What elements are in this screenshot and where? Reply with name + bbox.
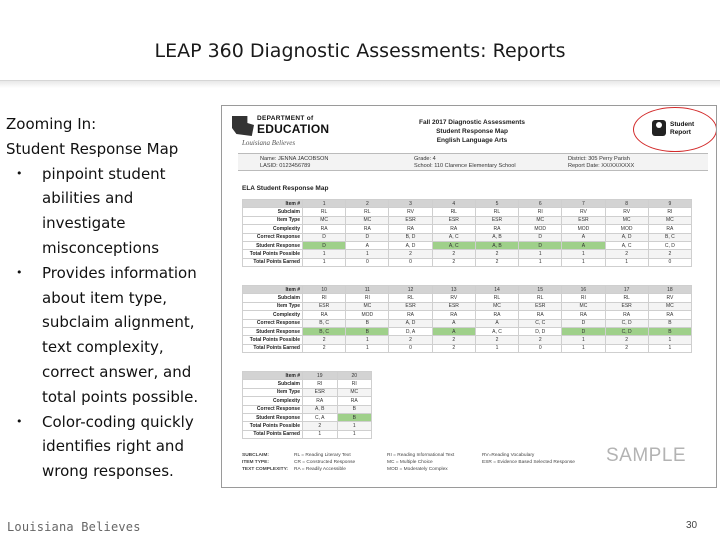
- table-cell: 1: [303, 430, 338, 438]
- table-cell: ESR: [432, 302, 475, 310]
- table-cell: 1: [605, 258, 648, 266]
- student-response-map-report: [221, 105, 717, 488]
- table-cell: MC: [346, 302, 389, 310]
- report-legend: [242, 452, 602, 473]
- table-cell: 15: [519, 286, 562, 294]
- row-label: Subclaim: [243, 208, 303, 216]
- table-cell: A: [475, 319, 518, 327]
- table-cell: A: [432, 327, 475, 335]
- table-cell: D: [562, 327, 605, 335]
- report-date: Report Date: XX/XX/XXXX: [568, 163, 635, 169]
- bullet-list: [6, 162, 211, 484]
- student-name: Name: JENNA JACOBSON: [260, 156, 329, 162]
- table-cell: RL: [303, 208, 346, 216]
- highlight-circle: [633, 107, 717, 152]
- table-cell: 10: [303, 286, 346, 294]
- table-cell: MC: [562, 302, 605, 310]
- table-cell: 2: [389, 336, 432, 344]
- table-row: [243, 225, 692, 233]
- table-cell: C, A: [303, 413, 338, 421]
- table-cell: 5: [475, 200, 518, 208]
- table-row: [243, 311, 692, 319]
- table-cell: 7: [562, 200, 605, 208]
- table-cell: 6: [519, 200, 562, 208]
- table-cell: 0: [648, 258, 691, 266]
- table-cell: 18: [648, 286, 691, 294]
- table-cell: RA: [648, 225, 691, 233]
- table-cell: ESR: [389, 216, 432, 224]
- row-label: Total Points Earned: [243, 430, 303, 438]
- bullet-line: pinpoint student: [42, 164, 166, 183]
- table-cell: RI: [303, 294, 346, 302]
- table-row: [243, 327, 692, 335]
- table-cell: 2: [605, 336, 648, 344]
- legend-value: RL = Reading Literary Text: [294, 453, 351, 458]
- table-cell: 17: [605, 286, 648, 294]
- bullet-icon: •: [16, 414, 23, 428]
- table-cell: RA: [303, 397, 338, 405]
- student-school: School: 110 Clarence Elementary School: [414, 163, 516, 169]
- table-cell: 0: [519, 344, 562, 352]
- table-cell: RL: [346, 208, 389, 216]
- table-cell: B: [648, 327, 691, 335]
- table-cell: D, A: [389, 327, 432, 335]
- table-cell: 0: [389, 344, 432, 352]
- table-cell: MC: [346, 216, 389, 224]
- table-cell: A, D: [605, 233, 648, 241]
- table-row: [243, 286, 692, 294]
- table-row: [243, 216, 692, 224]
- table-cell: MOD: [346, 311, 389, 319]
- table-cell: RA: [303, 225, 346, 233]
- table-cell: RV: [605, 208, 648, 216]
- row-label: Complexity: [243, 397, 303, 405]
- table-row: [243, 430, 372, 438]
- heading-line-2: Student Response Map: [6, 139, 179, 158]
- table-cell: B, C: [303, 319, 346, 327]
- table-cell: 1: [519, 250, 562, 258]
- table-cell: C, C: [519, 319, 562, 327]
- table-cell: RA: [519, 311, 562, 319]
- table-cell: RV: [432, 294, 475, 302]
- table-cell: RI: [303, 380, 338, 388]
- legend-key: ITEM TYPE:: [242, 460, 269, 465]
- table-cell: 1: [346, 250, 389, 258]
- description-text: [6, 112, 211, 484]
- table-cell: RI: [337, 380, 372, 388]
- report-header-line: Student Response Map: [436, 128, 508, 135]
- table-row: [243, 344, 692, 352]
- table-cell: 11: [346, 286, 389, 294]
- bullet-line: misconceptions: [42, 238, 160, 257]
- table-row: [243, 388, 372, 396]
- table-cell: ESR: [562, 216, 605, 224]
- logo-text-1: DEPARTMENT of: [257, 115, 314, 122]
- table-row: [243, 397, 372, 405]
- legend-value: MOD = Moderately Complex: [387, 467, 448, 472]
- table-cell: MC: [648, 216, 691, 224]
- table-cell: ESR: [303, 302, 346, 310]
- legend-value: ESR = Evidence Based Selected Response: [482, 460, 575, 465]
- table-cell: A, D: [389, 241, 432, 249]
- table-cell: A, C: [432, 241, 475, 249]
- row-label: Student Response: [243, 413, 303, 421]
- table-cell: 2: [432, 344, 475, 352]
- report-header: [372, 118, 572, 145]
- table-cell: MC: [303, 216, 346, 224]
- bullet-line: Provides information: [42, 263, 197, 282]
- table-cell: A: [432, 319, 475, 327]
- legend-value: CR = Constructed Response: [294, 460, 356, 465]
- table-cell: RA: [432, 311, 475, 319]
- row-label: Student Response: [243, 241, 303, 249]
- row-label: Total Points Earned: [243, 344, 303, 352]
- bullet-item: [6, 162, 211, 261]
- sample-watermark: SAMPLE: [606, 445, 687, 466]
- table-cell: 1: [303, 200, 346, 208]
- table-cell: 1: [303, 250, 346, 258]
- table-row: [243, 302, 692, 310]
- table-cell: RA: [346, 225, 389, 233]
- badge-line: Report: [670, 129, 691, 136]
- louisiana-state-icon: [232, 116, 254, 136]
- table-cell: MC: [648, 302, 691, 310]
- table-cell: A, C: [475, 327, 518, 335]
- slide-title: LEAP 360 Diagnostic Assessments: Reports: [154, 40, 566, 62]
- table-cell: 2: [346, 200, 389, 208]
- row-label: Student Response: [243, 327, 303, 335]
- row-label: Item Type: [243, 388, 303, 396]
- table-cell: RA: [337, 397, 372, 405]
- table-cell: 1: [562, 258, 605, 266]
- table-cell: 3: [389, 200, 432, 208]
- row-label: Item Type: [243, 302, 303, 310]
- table-cell: 2: [389, 250, 432, 258]
- table-cell: A: [562, 241, 605, 249]
- table-cell: C, D: [648, 241, 691, 249]
- department-logo: [232, 114, 330, 148]
- table-cell: RL: [605, 294, 648, 302]
- table-cell: RA: [389, 311, 432, 319]
- table-cell: RL: [475, 208, 518, 216]
- row-label: Item #: [243, 372, 303, 380]
- table-cell: B: [346, 327, 389, 335]
- legend-value: MC = Multiple Choice: [387, 460, 433, 465]
- table-cell: RA: [648, 311, 691, 319]
- table-cell: D, D: [519, 327, 562, 335]
- table-row: [243, 380, 372, 388]
- table-cell: B, C: [648, 233, 691, 241]
- table-cell: 2: [648, 250, 691, 258]
- row-label: Total Points Possible: [243, 250, 303, 258]
- table-cell: D: [519, 241, 562, 249]
- table-cell: D: [519, 233, 562, 241]
- table-cell: RI: [519, 208, 562, 216]
- bullet-line: wrong responses.: [42, 462, 174, 481]
- table-cell: 4: [432, 200, 475, 208]
- table-cell: MC: [475, 302, 518, 310]
- table-cell: C, D: [605, 327, 648, 335]
- report-header-line: Fall 2017 Diagnostic Assessments: [419, 119, 525, 126]
- table-cell: ESR: [303, 388, 338, 396]
- table-cell: ESR: [605, 302, 648, 310]
- table-row: [243, 200, 692, 208]
- table-cell: B: [648, 319, 691, 327]
- table-row: [243, 422, 372, 430]
- table-row: [243, 319, 692, 327]
- table-cell: 1: [346, 336, 389, 344]
- student-info-bar: [238, 153, 708, 171]
- student-grade: Grade: 4: [414, 156, 436, 162]
- row-label: Complexity: [243, 225, 303, 233]
- table-cell: D: [562, 319, 605, 327]
- badge-line: Student: [670, 121, 695, 128]
- table-cell: RA: [389, 225, 432, 233]
- bullet-line: about item type,: [42, 288, 167, 307]
- table-cell: A, B: [303, 405, 338, 413]
- table-cell: B: [337, 413, 372, 421]
- response-table-items-10-18: [242, 285, 692, 353]
- table-row: [243, 233, 692, 241]
- title-divider: [0, 80, 720, 88]
- table-row: [243, 250, 692, 258]
- bullet-item: [6, 410, 211, 484]
- row-label: Total Points Possible: [243, 422, 303, 430]
- response-map-subtitle: ELA Student Response Map: [242, 185, 329, 192]
- legend-value: RI = Reading Informational Text: [387, 453, 455, 458]
- legend-key: SUBCLAIM:: [242, 453, 269, 458]
- table-cell: 13: [432, 286, 475, 294]
- table-cell: 0: [389, 258, 432, 266]
- table-cell: RV: [389, 208, 432, 216]
- row-label: Subclaim: [243, 294, 303, 302]
- table-cell: A: [562, 233, 605, 241]
- table-cell: RA: [475, 225, 518, 233]
- table-cell: B, D: [389, 233, 432, 241]
- table-cell: RA: [562, 311, 605, 319]
- bullet-line: investigate: [42, 214, 126, 233]
- table-cell: 2: [605, 250, 648, 258]
- row-label: Correct Response: [243, 405, 303, 413]
- table-cell: A, D: [389, 319, 432, 327]
- table-cell: RI: [346, 294, 389, 302]
- logo-text-2: EDUCATION: [257, 122, 330, 136]
- table-cell: D: [346, 233, 389, 241]
- response-table-items-1-9: [242, 199, 692, 267]
- table-cell: 1: [346, 344, 389, 352]
- table-cell: MOD: [519, 225, 562, 233]
- table-cell: ESR: [389, 302, 432, 310]
- table-cell: RV: [648, 294, 691, 302]
- table-cell: MC: [605, 216, 648, 224]
- row-label: Item Type: [243, 216, 303, 224]
- table-cell: A, B: [475, 241, 518, 249]
- row-label: Correct Response: [243, 233, 303, 241]
- table-cell: 16: [562, 286, 605, 294]
- table-cell: 2: [303, 422, 338, 430]
- table-cell: 2: [475, 258, 518, 266]
- table-cell: RL: [432, 208, 475, 216]
- table-cell: RL: [389, 294, 432, 302]
- table-cell: 1: [303, 258, 346, 266]
- table-cell: B: [346, 319, 389, 327]
- row-label: Complexity: [243, 311, 303, 319]
- table-cell: 1: [648, 336, 691, 344]
- page-number: 30: [686, 520, 698, 531]
- table-cell: 2: [432, 336, 475, 344]
- report-header-line: English Language Arts: [436, 137, 508, 144]
- table-cell: 1: [562, 336, 605, 344]
- legend-row: [242, 459, 602, 466]
- table-cell: C, D: [605, 319, 648, 327]
- table-cell: 2: [303, 336, 346, 344]
- table-cell: A: [346, 241, 389, 249]
- table-cell: ESR: [475, 216, 518, 224]
- table-cell: RA: [475, 311, 518, 319]
- table-cell: 14: [475, 286, 518, 294]
- table-cell: D: [303, 241, 346, 249]
- table-cell: 1: [562, 344, 605, 352]
- bullet-line: correct answer, and: [42, 362, 192, 381]
- table-cell: RA: [432, 225, 475, 233]
- bullet-line: identifies right and: [42, 437, 184, 456]
- legend-row: [242, 466, 602, 473]
- bullet-line: abilities and: [42, 189, 134, 208]
- row-label: Total Points Possible: [243, 336, 303, 344]
- row-label: Item #: [243, 200, 303, 208]
- bullet-icon: •: [16, 265, 23, 279]
- table-cell: MOD: [562, 225, 605, 233]
- table-cell: MC: [519, 216, 562, 224]
- table-cell: B, C: [303, 327, 346, 335]
- louisiana-believes-logo: Louisiana Believes: [7, 520, 141, 534]
- table-cell: 0: [346, 258, 389, 266]
- table-row: [243, 336, 692, 344]
- table-cell: RI: [562, 294, 605, 302]
- table-cell: RL: [475, 294, 518, 302]
- legend-value: RV=Reading Vocabulary: [482, 453, 535, 458]
- legend-value: RA = Readily Accessible: [294, 467, 346, 472]
- legend-row: [242, 452, 602, 459]
- table-cell: RA: [605, 311, 648, 319]
- table-cell: A, C: [432, 233, 475, 241]
- bullet-item: [6, 261, 211, 410]
- bullet-icon: •: [16, 166, 23, 180]
- table-row: [243, 208, 692, 216]
- table-cell: D: [303, 233, 346, 241]
- table-cell: RI: [648, 208, 691, 216]
- student-district: District: 305 Perry Parish: [568, 156, 630, 162]
- bullet-line: text complexity,: [42, 338, 164, 357]
- table-cell: 20: [337, 372, 372, 380]
- table-cell: 2: [432, 250, 475, 258]
- table-cell: A, C: [605, 241, 648, 249]
- table-cell: 1: [648, 344, 691, 352]
- table-cell: RL: [519, 294, 562, 302]
- table-cell: 1: [562, 250, 605, 258]
- table-cell: 2: [475, 250, 518, 258]
- bullet-line: subclaim alignment,: [42, 313, 195, 332]
- table-cell: ESR: [432, 216, 475, 224]
- row-label: Item #: [243, 286, 303, 294]
- table-cell: RV: [562, 208, 605, 216]
- table-cell: 1: [337, 430, 372, 438]
- row-label: Total Points Earned: [243, 258, 303, 266]
- heading-line-1: Zooming In:: [6, 115, 97, 133]
- table-cell: 12: [389, 286, 432, 294]
- table-row: [243, 258, 692, 266]
- row-label: Correct Response: [243, 319, 303, 327]
- response-table-items-19-20: [242, 371, 372, 439]
- table-cell: 2: [432, 258, 475, 266]
- table-cell: MOD: [605, 225, 648, 233]
- student-lasid: LASID: 0123456789: [260, 163, 311, 169]
- table-cell: 8: [605, 200, 648, 208]
- bullet-line: Color-coding quickly: [42, 412, 194, 431]
- table-cell: ESR: [519, 302, 562, 310]
- table-cell: B: [337, 405, 372, 413]
- logo-text-3: Louisiana Believes: [242, 139, 296, 147]
- bullet-line: total points possible.: [42, 387, 199, 406]
- table-row: [243, 372, 372, 380]
- table-row: [243, 294, 692, 302]
- table-cell: RA: [303, 311, 346, 319]
- table-cell: 2: [303, 344, 346, 352]
- table-cell: 9: [648, 200, 691, 208]
- row-label: Subclaim: [243, 380, 303, 388]
- table-cell: A, B: [475, 233, 518, 241]
- table-row: [243, 241, 692, 249]
- table-cell: 19: [303, 372, 338, 380]
- table-cell: MC: [337, 388, 372, 396]
- legend-key: TEXT COMPLEXITY:: [242, 467, 289, 472]
- table-row: [243, 413, 372, 421]
- table-cell: 2: [605, 344, 648, 352]
- table-cell: 1: [337, 422, 372, 430]
- table-cell: 1: [519, 258, 562, 266]
- table-row: [243, 405, 372, 413]
- table-cell: 2: [475, 336, 518, 344]
- table-cell: 1: [475, 344, 518, 352]
- table-cell: 2: [519, 336, 562, 344]
